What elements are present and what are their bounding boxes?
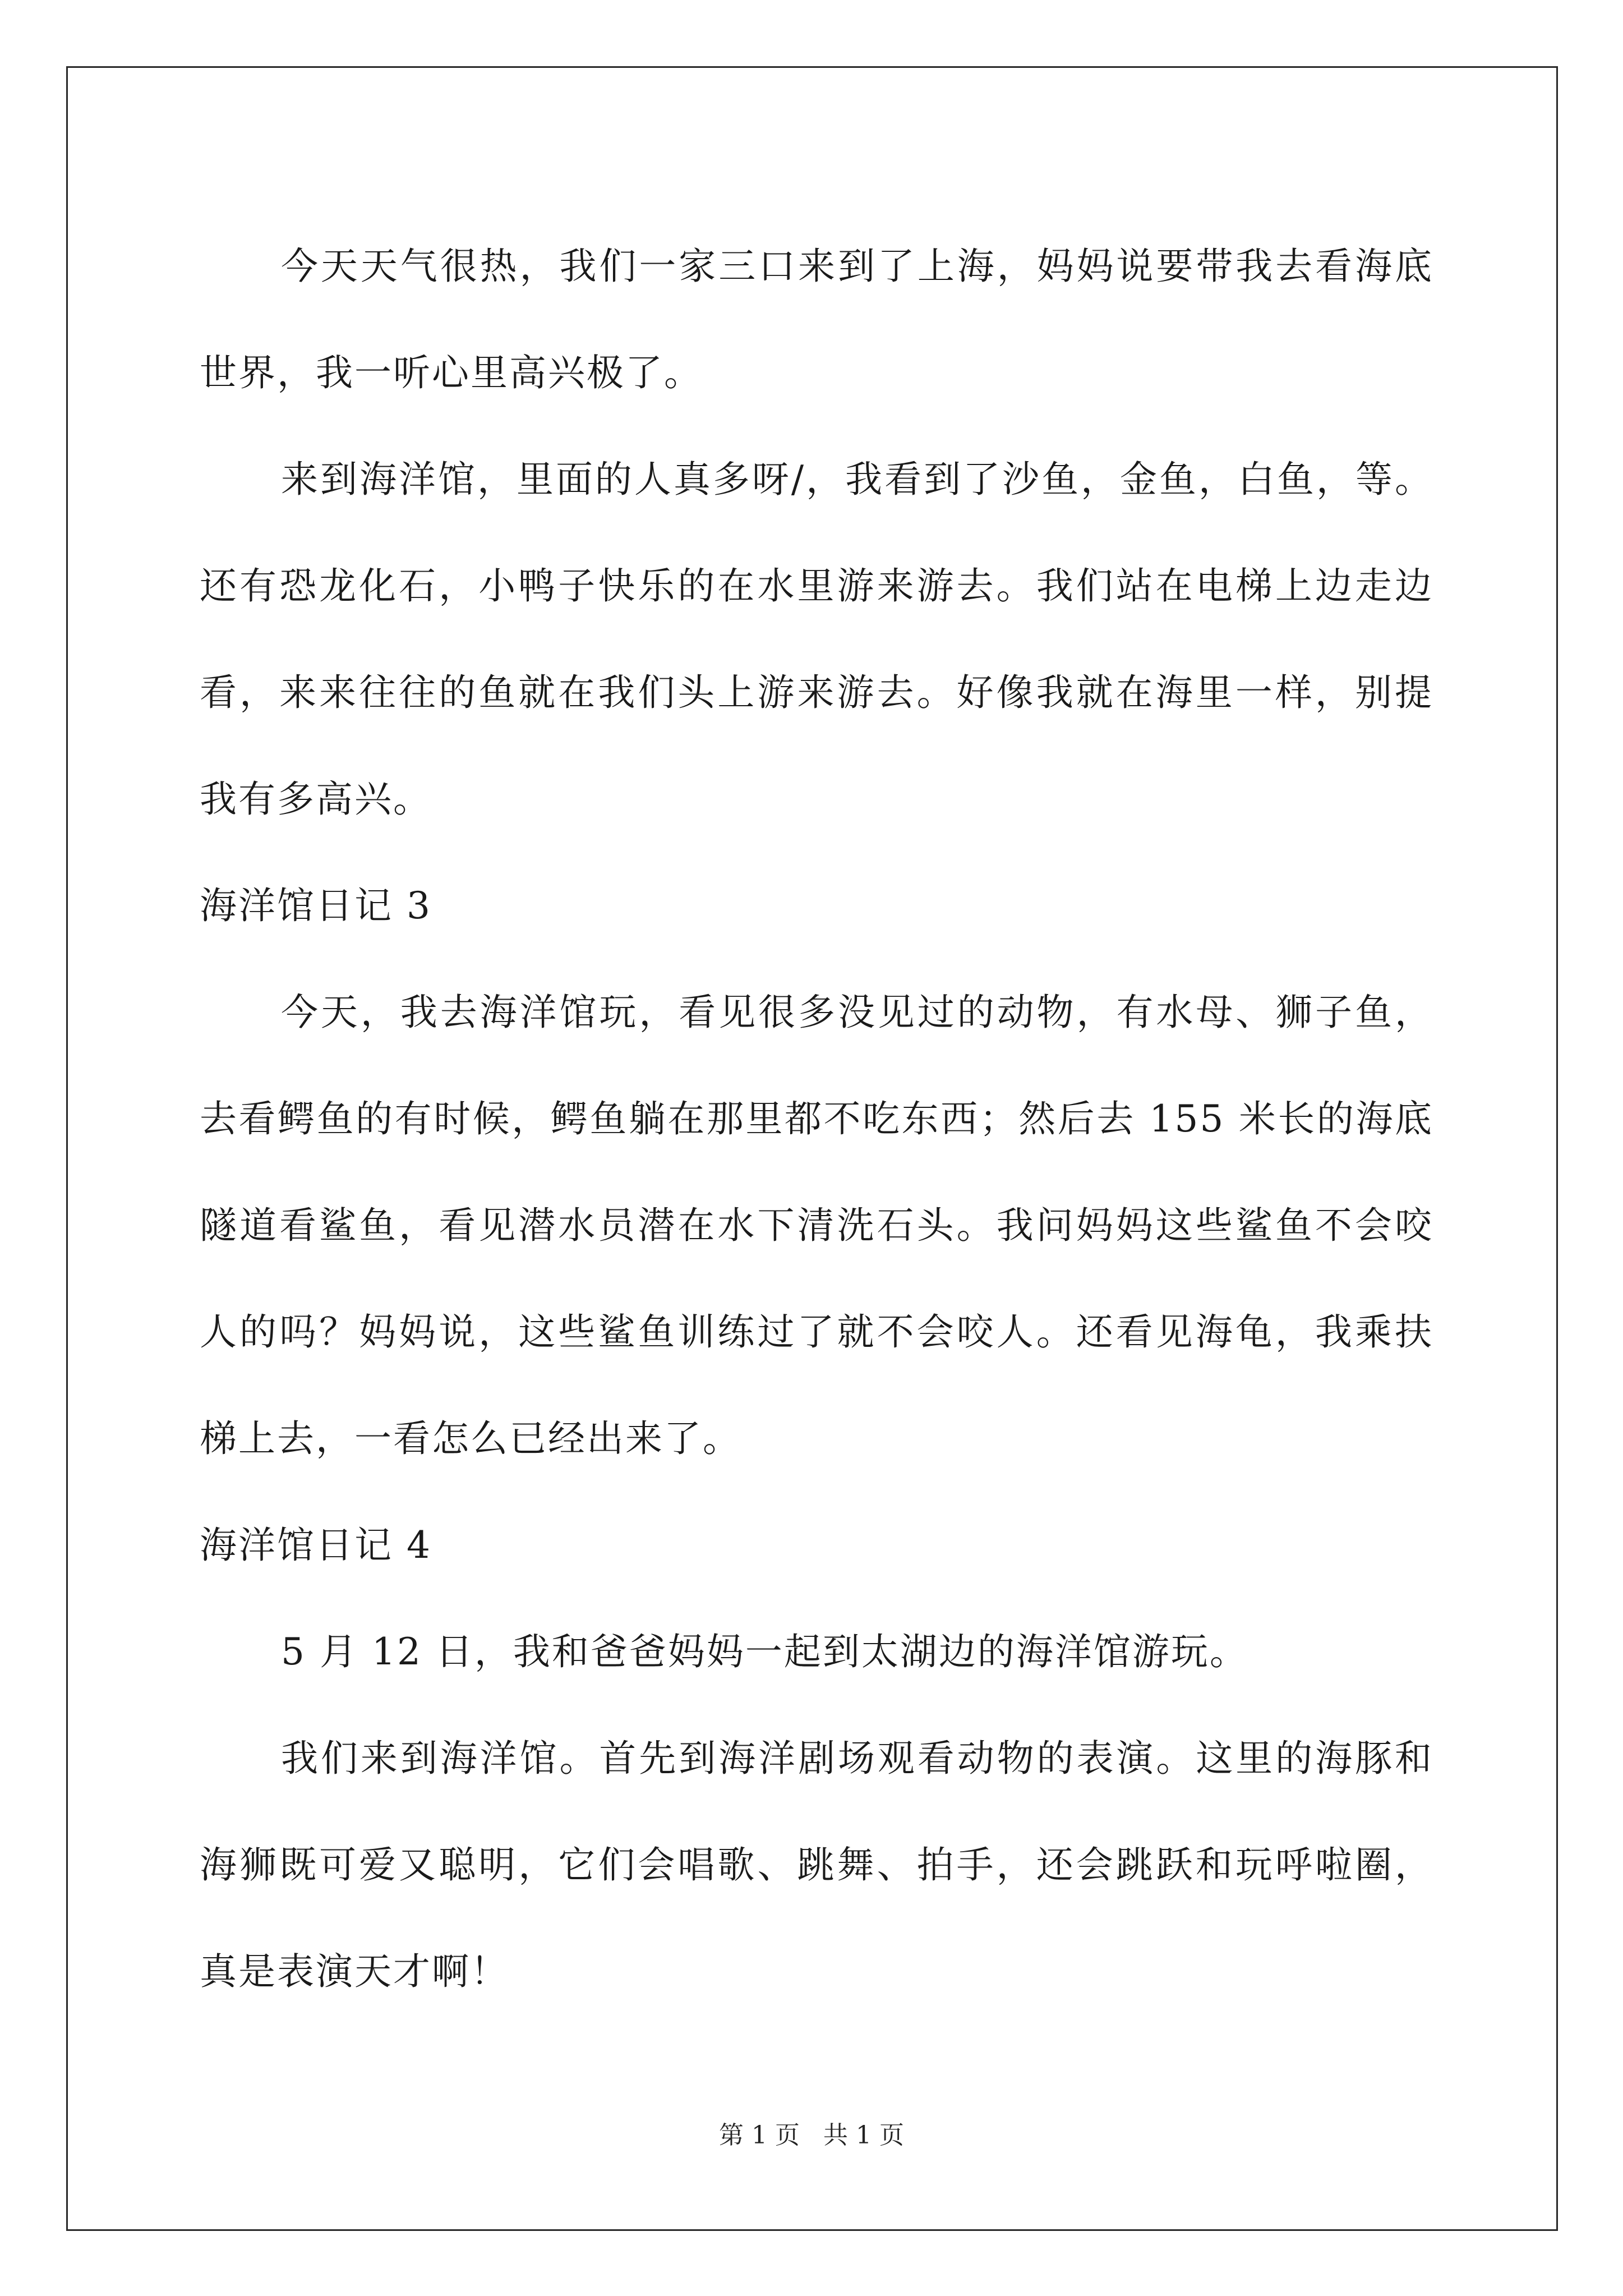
- section-heading: 海洋馆日记 3: [200, 884, 432, 927]
- page-number: 第 1 页: [719, 2121, 800, 2150]
- paragraph: 来到海洋馆，里面的人真多呀/，我看到了沙鱼，金鱼，白鱼，等。还有恐龙化石，小鸭子快乐的在水里游来游去。我们站在电梯上边走边看，来来往往的鱼就在我们头上游来游去。好像我就在海里一样，别提我有多高兴。: [200, 458, 1433, 821]
- page-footer: [0, 2115, 1623, 2151]
- paragraph: 今天天气很热，我们一家三口来到了上海，妈妈说要带我去看海底世界，我一听心里高兴极了。: [200, 245, 1433, 394]
- section-heading: 海洋馆日记 4: [200, 1524, 432, 1567]
- document-body: [200, 213, 1433, 2025]
- paragraph: 5 月 12 日，我和爸爸妈妈一起到太湖边的海洋馆游玩。: [281, 1630, 1248, 1673]
- paragraph: 今天，我去海洋馆玩，看见很多没见过的动物，有水母、狮子鱼，去看鳄鱼的有时候，鳄鱼躺在那里都不吃东西；然后去 155 米长的海底隧道看鲨鱼，看见潜水员潜在水下清洗石头。我问妈妈这些鲨鱼不会咬人的吗？妈妈说，这些鲨鱼训练过了就不会咬人。还看见海龟，我乘扶梯上去，一看怎么已经出来了。: [200, 991, 1433, 1460]
- page-total: 共 1 页: [823, 2121, 904, 2150]
- paragraph: 我们来到海洋馆。首先到海洋剧场观看动物的表演。这里的海豚和海狮既可爱又聪明，它们会唱歌、跳舞、拍手，还会跳跃和玩呼啦圈，真是表演天才啊！: [200, 1737, 1433, 1993]
